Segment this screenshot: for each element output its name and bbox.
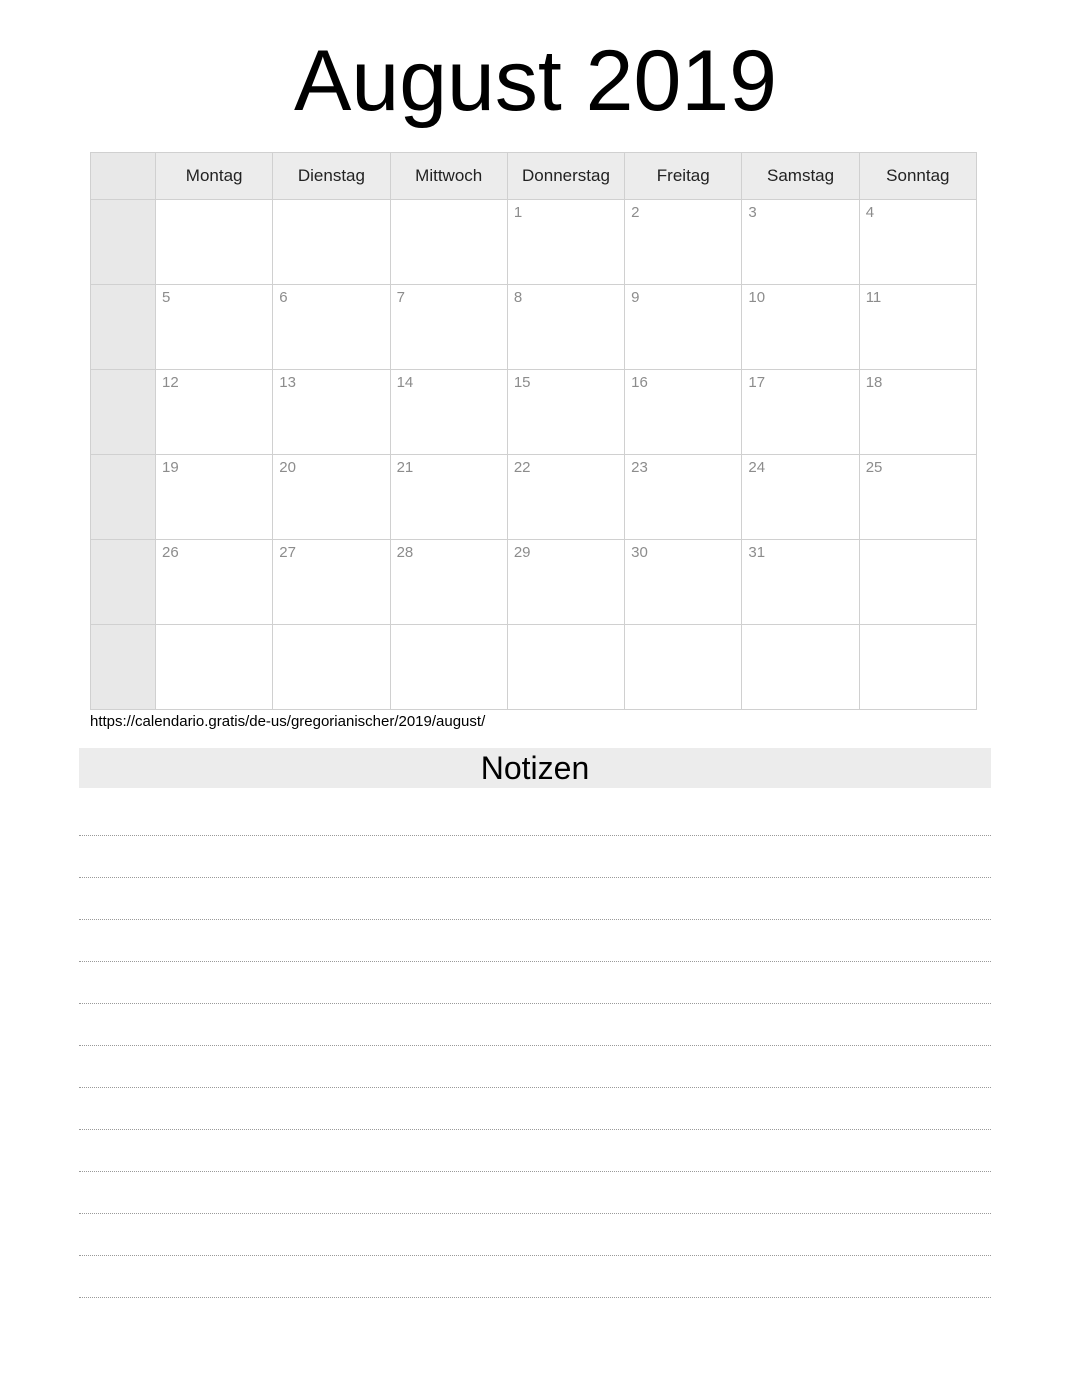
day-number: 1 [513, 204, 523, 221]
weekday-header-sunday: Sonntag [859, 153, 976, 200]
day-number: 15 [513, 374, 531, 391]
day-number: 21 [396, 459, 414, 476]
note-line[interactable] [79, 1256, 991, 1298]
day-number: 9 [631, 289, 640, 306]
day-cell[interactable] [390, 370, 507, 455]
calendar-table [90, 152, 977, 710]
calendar-container [90, 152, 977, 710]
day-number: 8 [513, 289, 523, 306]
note-line[interactable] [79, 836, 991, 878]
note-line[interactable] [79, 1046, 991, 1088]
weekday-header-friday: Freitag [625, 153, 742, 200]
day-cell[interactable] [390, 285, 507, 370]
day-number: 7 [396, 289, 405, 306]
weekday-header-monday: Montag [156, 153, 273, 200]
day-cell[interactable] [859, 540, 976, 625]
day-cell[interactable] [156, 370, 273, 455]
calendar-week-row [91, 455, 977, 540]
weekday-header-thursday: Donnerstag [507, 153, 624, 200]
day-cell[interactable] [859, 455, 976, 540]
day-number: 13 [279, 374, 296, 391]
note-line[interactable] [79, 1088, 991, 1130]
day-cell[interactable] [859, 370, 976, 455]
week-label-cell [91, 200, 156, 285]
source-url[interactable]: https://calendario.gratis/de-us/gregorianischer/2019/august/ [90, 713, 486, 730]
day-cell[interactable] [390, 540, 507, 625]
calendar-week-row [91, 370, 977, 455]
note-line[interactable] [79, 1130, 991, 1172]
day-cell[interactable] [156, 455, 273, 540]
day-number: 19 [162, 459, 179, 476]
day-number: 22 [513, 459, 531, 476]
day-cell[interactable] [742, 200, 859, 285]
day-cell[interactable] [273, 200, 390, 285]
day-number: 28 [396, 544, 414, 561]
day-number: 2 [631, 204, 640, 221]
week-label-cell [91, 370, 156, 455]
day-number: 5 [162, 289, 171, 306]
week-label-cell [91, 285, 156, 370]
week-label-cell [91, 455, 156, 540]
day-number: 16 [631, 374, 648, 391]
day-cell[interactable] [390, 625, 507, 710]
day-cell[interactable] [859, 625, 976, 710]
page-title: August 2019 [294, 33, 777, 129]
day-cell[interactable] [390, 455, 507, 540]
note-line[interactable] [79, 1004, 991, 1046]
day-cell[interactable] [625, 285, 742, 370]
day-cell[interactable] [742, 285, 859, 370]
notes-section [79, 748, 991, 1298]
note-line[interactable] [79, 1172, 991, 1214]
day-number: 25 [865, 459, 883, 476]
day-cell[interactable] [156, 625, 273, 710]
weekday-header-wednesday: Mittwoch [390, 153, 507, 200]
day-cell[interactable] [273, 540, 390, 625]
day-cell[interactable] [625, 455, 742, 540]
day-cell[interactable] [156, 285, 273, 370]
calendar-week-row [91, 625, 977, 710]
day-cell[interactable] [390, 200, 507, 285]
day-number: 12 [162, 374, 179, 391]
day-cell[interactable] [859, 200, 976, 285]
day-number: 27 [279, 544, 296, 561]
day-cell[interactable] [507, 200, 624, 285]
day-cell[interactable] [156, 540, 273, 625]
day-cell[interactable] [156, 200, 273, 285]
day-number: 31 [748, 544, 766, 561]
week-column-corner [91, 153, 156, 200]
calendar-header-row [91, 153, 977, 200]
day-cell[interactable] [742, 370, 859, 455]
day-cell[interactable] [507, 540, 624, 625]
day-cell[interactable] [742, 455, 859, 540]
day-cell[interactable] [625, 540, 742, 625]
note-line[interactable] [79, 878, 991, 920]
day-number: 14 [396, 374, 414, 391]
weekday-header-tuesday: Dienstag [273, 153, 390, 200]
day-cell[interactable] [507, 370, 624, 455]
day-number: 30 [631, 544, 648, 561]
notes-heading: Notizen [79, 748, 991, 788]
day-number: 3 [748, 204, 757, 221]
day-number: 20 [279, 459, 296, 476]
weekday-header-saturday: Samstag [742, 153, 859, 200]
day-number: 17 [748, 374, 766, 391]
day-number: 4 [865, 204, 875, 221]
note-line[interactable] [79, 1214, 991, 1256]
day-cell[interactable] [273, 370, 390, 455]
note-line[interactable] [79, 962, 991, 1004]
day-cell[interactable] [507, 285, 624, 370]
day-cell[interactable] [625, 625, 742, 710]
day-number: 10 [748, 289, 766, 306]
day-cell[interactable] [625, 370, 742, 455]
calendar-week-row [91, 540, 977, 625]
day-number: 18 [865, 374, 883, 391]
day-cell[interactable] [859, 285, 976, 370]
notes-lines [79, 794, 991, 1298]
day-number: 11 [865, 289, 882, 306]
day-cell[interactable] [273, 455, 390, 540]
note-line[interactable] [79, 920, 991, 962]
day-cell[interactable] [507, 625, 624, 710]
day-cell[interactable] [742, 625, 859, 710]
day-cell[interactable] [625, 200, 742, 285]
day-number: 23 [631, 459, 648, 476]
day-number: 24 [748, 459, 766, 476]
week-label-cell [91, 540, 156, 625]
day-cell[interactable] [273, 285, 390, 370]
note-line[interactable] [79, 794, 991, 836]
day-number: 6 [279, 289, 288, 306]
week-label-cell [91, 625, 156, 710]
day-cell[interactable] [507, 455, 624, 540]
day-number: 26 [162, 544, 179, 561]
day-cell[interactable] [273, 625, 390, 710]
calendar-week-row [91, 285, 977, 370]
calendar-week-row [91, 200, 977, 285]
day-cell[interactable] [742, 540, 859, 625]
day-number: 29 [513, 544, 531, 561]
